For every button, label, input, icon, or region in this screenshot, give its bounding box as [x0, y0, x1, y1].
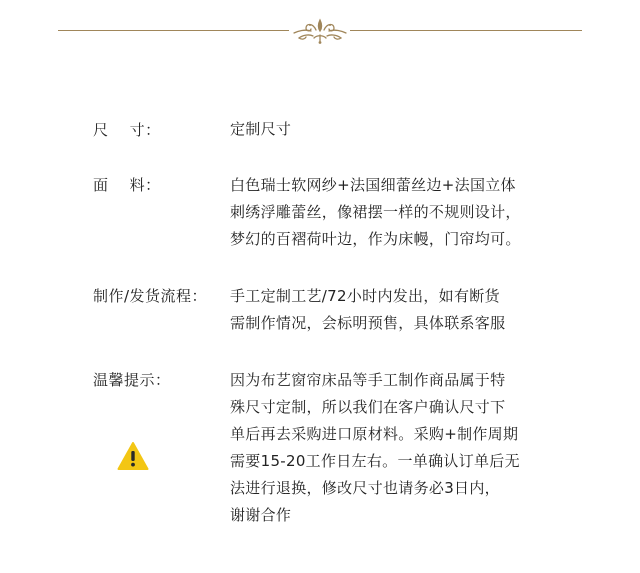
divider-line-right [350, 30, 582, 31]
fabric-value-line: 刺绣浮雕蕾丝，像裙摆一样的不规则设计， [230, 203, 521, 221]
shipping-value [230, 283, 560, 337]
notice-value-line: 谢谢合作 [230, 506, 292, 524]
warning-triangle-icon [117, 441, 149, 471]
ornamental-divider [0, 16, 640, 46]
shipping-label: 制作/发货流程： [93, 287, 208, 305]
fabric-value-line: 白色瑞士软网纱+法国细蕾丝边+法国立体 [230, 176, 516, 194]
notice-value-line: 法进行退换，修改尺寸也请务必3日内， [230, 479, 500, 497]
notice-value-line: 单后再去采购进口原材料。采购+制作周期 [230, 425, 519, 443]
divider-line-left [58, 30, 289, 31]
notice-value-line: 因为布艺窗帘床品等手工制作商品属于特 [230, 371, 506, 389]
notice-label: 温馨提示： [93, 371, 171, 389]
size-value [230, 116, 560, 143]
notice-value-line: 需要15-20工作日左右。一单确认订单后无 [230, 452, 520, 470]
fabric-value-line: 梦幻的百褶荷叶边，作为床幔，门帘均可。 [230, 230, 521, 248]
shipping-value-line: 手工定制工艺/72小时内发出，如有断货 [230, 287, 500, 305]
shipping-value-line: 需制作情况，会标明预售，具体联系客服 [230, 314, 506, 332]
size-value-line: 定制尺寸 [230, 120, 292, 138]
size-label: 尺 寸： [93, 121, 161, 139]
notice-value-line: 殊尺寸定制，所以我们在客户确认尺寸下 [230, 398, 506, 416]
flourish-ornament-icon [289, 16, 351, 46]
fabric-value [230, 172, 560, 253]
fabric-label: 面 料： [93, 176, 161, 194]
notice-value [230, 367, 560, 529]
